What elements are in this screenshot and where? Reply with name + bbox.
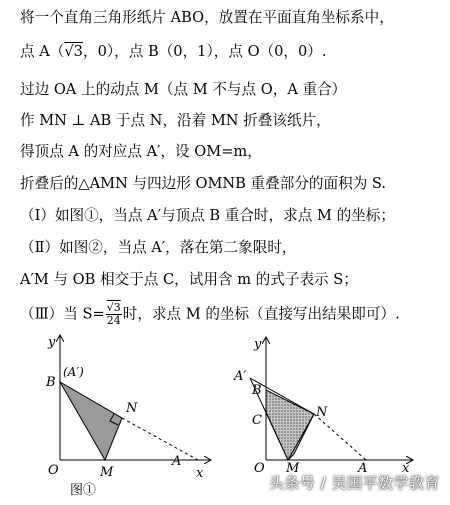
fraction-numerator: √3 (106, 301, 121, 314)
part-three-prefix: （Ⅲ）当 S= (20, 305, 105, 323)
area-fraction (106, 302, 122, 327)
watermark: 头条号 / 吴国平数学教育 (268, 474, 440, 492)
label-o-2: O (254, 461, 265, 472)
problem-line-2 (20, 42, 446, 62)
figure-2 (224, 332, 424, 472)
label-c-2: C (252, 413, 262, 428)
problem-line-10 (20, 302, 446, 327)
part-three-suffix: 时，求点 M 的坐标（直接写出结果即可）. (122, 305, 400, 323)
label-a-prime: (A′) (63, 365, 84, 379)
label-x: x (196, 466, 204, 481)
label-n-2: N (316, 405, 328, 420)
label-m-2: M (286, 461, 300, 472)
problem-line-9: A′M 与 OB 相交于点 C，试用含 m 的式子表示 S； (20, 271, 358, 288)
problem-line-5: 得顶点 A 的对应点 A′，设 OM=m， (20, 143, 262, 160)
sqrt-three: √3 (64, 43, 83, 60)
label-m: M (100, 465, 114, 480)
point-a-prefix: 点 A（ (20, 43, 65, 60)
label-b-2: B (252, 383, 262, 398)
point-a-suffix: ，0），点 B（0，1），点 O（0，0）. (82, 43, 327, 60)
label-n: N (126, 401, 138, 416)
label-a-2: A (358, 461, 368, 472)
label-a: A (172, 454, 182, 469)
label-a-prime-2: A′ (234, 369, 247, 384)
problem-line-8: （Ⅱ）如图②，当点 A′，落在第二象限时， (20, 239, 297, 256)
label-o: O (48, 463, 59, 478)
dashed-na (314, 414, 366, 460)
dashed-fold-remainder (122, 418, 198, 460)
label-y: y (48, 335, 56, 350)
label-y-2: y (254, 337, 262, 352)
figure-1 (20, 332, 220, 502)
problem-line-3: 过边 OA 上的动点 M（点 M 不与点 O，A 重合） (20, 81, 347, 98)
label-b: B (46, 375, 56, 390)
problem-line-1: 将一个直角三角形纸片 ABO，放置在平面直角坐标系中， (20, 9, 394, 26)
folded-triangle (60, 382, 122, 460)
fraction-denominator: 24 (106, 314, 121, 327)
problem-line-7: （Ⅰ）如图①，当点 A′与顶点 B 重合时，求点 M 的坐标； (20, 207, 395, 224)
problem-line-4: 作 MN ⊥ AB 于点 N，沿着 MN 折叠该纸片， (20, 112, 331, 129)
problem-line-6: 折叠后的△AMN 与四边形 OMNB 重叠部分的面积为 S. (20, 175, 387, 192)
label-x-2: x (402, 461, 410, 472)
figure-1-caption: 图① (70, 483, 97, 498)
